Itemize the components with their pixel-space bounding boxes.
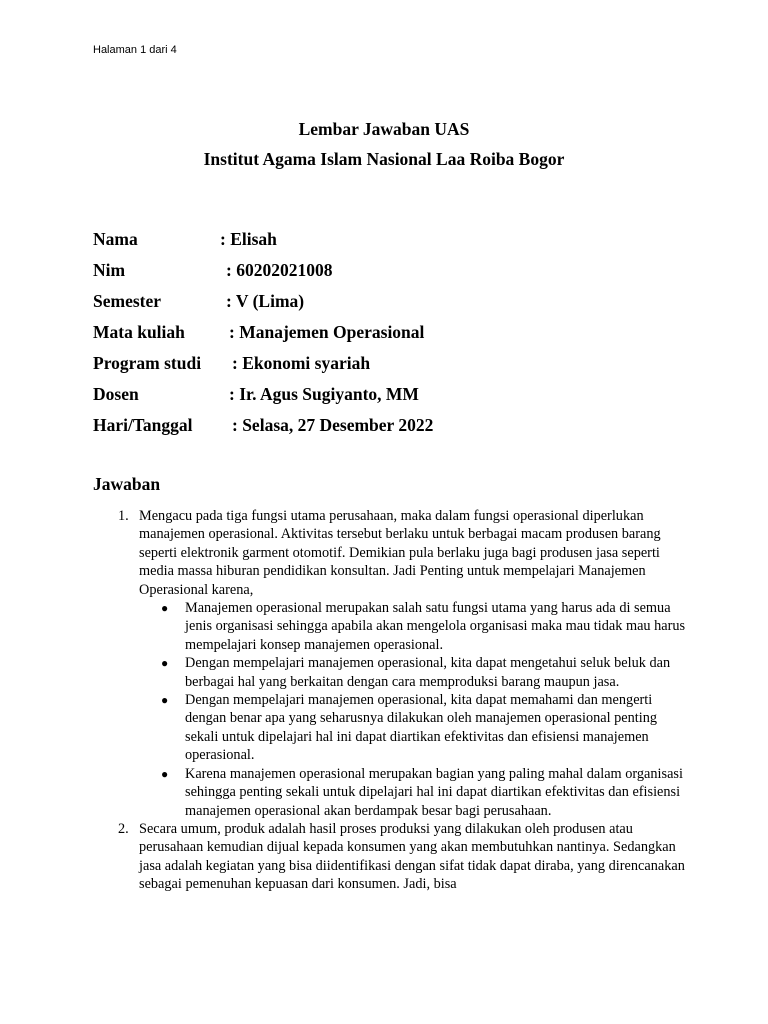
title-institution: Institut Agama Islam Nasional Laa Roiba Bogor bbox=[203, 149, 565, 169]
document-title bbox=[0, 114, 768, 174]
info-value: : Manajemen Operasional bbox=[229, 322, 425, 342]
bullet-icon: ● bbox=[161, 656, 169, 671]
info-value: : Elisah bbox=[220, 229, 277, 249]
answer-item-2 bbox=[93, 820, 693, 894]
info-value: : 60202021008 bbox=[226, 260, 333, 280]
info-label: Program studi bbox=[93, 353, 202, 373]
bullet-icon: ● bbox=[161, 693, 169, 708]
answers-list bbox=[93, 507, 693, 894]
bullet-text: Karena manajemen operasional merupakan bagian yang paling mahal dalam organisasi sehingga penting sekali untuk dipelajari hal ini dapat diartikan efektivitas dan efisiensi manajemen operasional akan berdampak besar bagi perusahaan. bbox=[185, 765, 683, 819]
info-value: : Selasa, 27 Desember 2022 bbox=[232, 415, 434, 435]
answer-bullets bbox=[139, 599, 693, 820]
answer-number: 1. bbox=[118, 508, 129, 524]
info-label: Nama bbox=[93, 229, 138, 249]
info-label: Nim bbox=[93, 260, 126, 280]
info-label: Dosen bbox=[93, 384, 139, 404]
answer-number: 2. bbox=[118, 820, 129, 837]
bullet-text: Manajemen operasional merupakan salah satu fungsi utama yang harus ada di semua jenis organisasi sehingga apabila akan mengelola organisasi maka mau tidak mau harus mempelajari konsep manajemen operasional. bbox=[185, 600, 686, 653]
info-label: Mata kuliah bbox=[93, 322, 185, 342]
bullet-item bbox=[139, 691, 693, 765]
info-value: : Ir. Agus Sugiyanto, MM bbox=[229, 384, 419, 404]
bullet-icon: ● bbox=[161, 601, 169, 616]
title-exam-sheet: Lembar Jawaban UAS bbox=[298, 119, 470, 139]
info-label: Hari/Tanggal bbox=[93, 415, 193, 435]
info-label: Semester bbox=[93, 291, 162, 311]
bullet-item bbox=[139, 599, 693, 654]
bullet-item bbox=[139, 765, 693, 820]
answer-intro: Secara umum, produk adalah hasil proses produksi yang dilakukan oleh produsen atau perusahaan kemudian dijual kepada konsumen yang akan membutuhkan nantinya. Sedangkan jasa adalah kegiatan yang bisa diidentifikasi dengan sifat tidak dapat diraba, yang direncanakan sebagai pemenuhan kepuasan dari konsumen. Jadi, bisa bbox=[139, 820, 685, 893]
page-indicator: Halaman 1 dari 4 bbox=[93, 44, 177, 56]
bullet-icon: ● bbox=[161, 766, 169, 781]
answers-heading: Jawaban bbox=[93, 474, 161, 494]
bullet-item bbox=[139, 654, 693, 691]
info-value: : V (Lima) bbox=[226, 291, 305, 311]
bullet-text: Dengan mempelajari manajemen operasional, kita dapat mengetahui seluk beluk dan berbagai hal yang berkaitan dengan cara memproduksi barang maupun jasa. bbox=[185, 655, 671, 690]
answer-item-1 bbox=[93, 507, 693, 820]
bullet-text: Dengan mempelajari manajemen operasional, kita dapat memahami dan mengerti dengan benar apa yang seharusnya dilakukan oleh manajemen operasional penting sekali untuk dipelajari hal ini dapat diartikan efektivitas dan efisiensi manajemen operasional. bbox=[185, 692, 658, 764]
info-value: : Ekonomi syariah bbox=[232, 353, 371, 373]
answer-intro: Mengacu pada tiga fungsi utama perusahaan, maka dalam fungsi operasional diperlukan manajemen operasional. Aktivitas tersebut berlaku untuk berbagai macam produsen barang seperti elektronik garment otomotif. Demikian pula berlaku juga bagi produsen jasa seperti media massa hiburan pendidikan konsultan. Jadi Penting untuk mempelajari Manajemen Operasional karena, bbox=[139, 508, 661, 598]
